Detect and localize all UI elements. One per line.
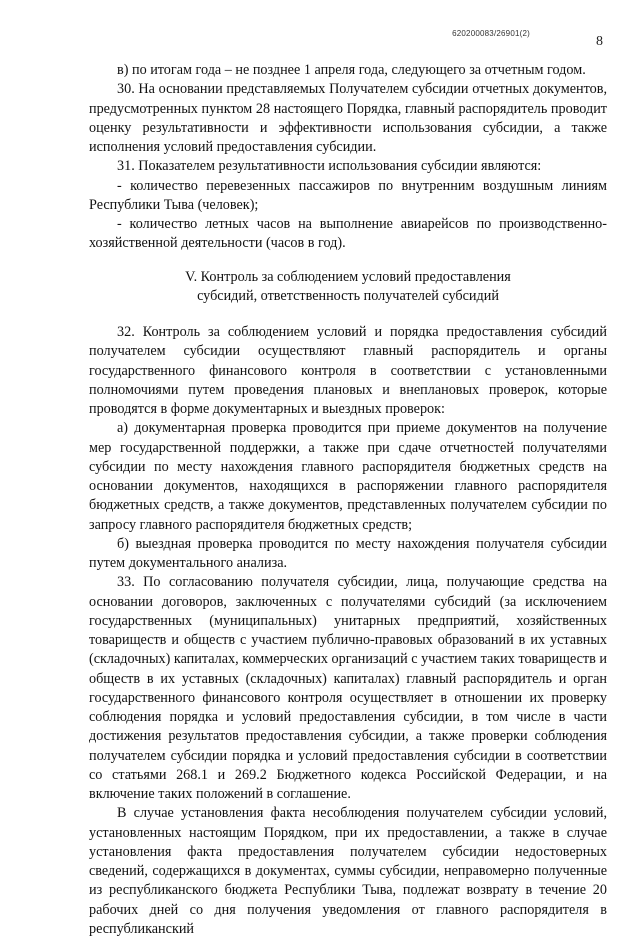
paragraph-32: 32. Контроль за соблюдением условий и порядка предоставления субсидий получателем субсидии осуществляют главный распорядитель и органы государственного финансового контроля в соответствии с установленными полномочиями путем проведения плановых и внеплановых проверок, которые проводятся в форме документарных и выездных проверок:	[89, 324, 607, 417]
paragraph-33-continuation: В случае установления факта несоблюдения получателем субсидии условий, установленных настоящим Порядком, при их предоставлении, а также в случае установления факта предоставления получателем субсидии недостоверных сведений, содержащихся в документах, суммы субсидии, неправомерно полученные из республиканского бюджета Республики Тыва, подлежат возврату в течение 20 рабочих дней со дня получения уведомления от главного распорядителя в республиканский	[89, 805, 607, 937]
document-body	[89, 61, 607, 939]
paragraph-31-item-1: - количество перевезенных пассажиров по внутренним воздушным линиям Республики Тыва (человек);	[89, 177, 607, 213]
paragraph-32-a: а) документарная проверка проводится при приеме документов на получение мер государственной поддержки, а также при сдаче отчетностей получателями субсидии по месту нахождения главного распорядителя бюджетных средств на основании документов, находящихся в распоряжении главного распорядителя бюджетных средств, а также документов, представленных получателем субсидии по запросу главного распорядителя бюджетных средств;	[89, 420, 607, 533]
paragraph-32-b: б) выездная проверка проводится по месту нахождения получателя субсидии путем документального анализа.	[89, 535, 607, 571]
document-id: 620200083/26901(2)	[452, 29, 530, 38]
section-heading-line-1: V. Контроль за соблюдением условий предоставления	[185, 268, 511, 285]
page-number: 8	[596, 34, 603, 49]
paragraph-33: 33. По согласованию получателя субсидии, лица, получающие средства на основании договоров, заключенных с получателями субсидий (за исключением государственных (муниципальных) унитарных предприятий, хозяйственных товариществ и обществ с участием публично-правовых образований в их уставных (складочных) капиталах, коммерческих организаций с участием таких товариществ и обществ в их уставных (складочных) капиталах) главный распорядитель и орган государственного финансового контроля осуществляет в отношении их проверку соблюдения порядка и условий предоставления субсидии, в том числе в части достижения результатов предоставления субсидии, а также проверки соблюдения получателем субсидии порядка и условий предоставления субсидии в соответствии со статьями 268.1 и 269.2 Бюджетного кодекса Российской Федерации, и на включение таких положений в соглашение.	[89, 574, 607, 802]
paragraph-29v: в) по итогам года – не позднее 1 апреля года, следующего за отчетным годом.	[117, 62, 586, 78]
section-heading	[89, 268, 607, 307]
paragraph-31: 31. Показателем результативности использования субсидии являются:	[117, 158, 542, 175]
paragraph-30: 30. На основании представляемых Получателем субсидии отчетных документов, предусмотренных пунктом 28 настоящего Порядка, главный распорядитель проводит оценку результативности и эффективности использования субсидии, а также исполнения условий предоставления субсидии.	[89, 81, 607, 155]
paragraph-31-item-2: - количество летных часов на выполнение авиарейсов по производственно-хозяйственной деятельности (часов в год).	[89, 216, 607, 252]
section-heading-line-2: субсидий, ответственность получателей субсидий	[197, 287, 499, 304]
